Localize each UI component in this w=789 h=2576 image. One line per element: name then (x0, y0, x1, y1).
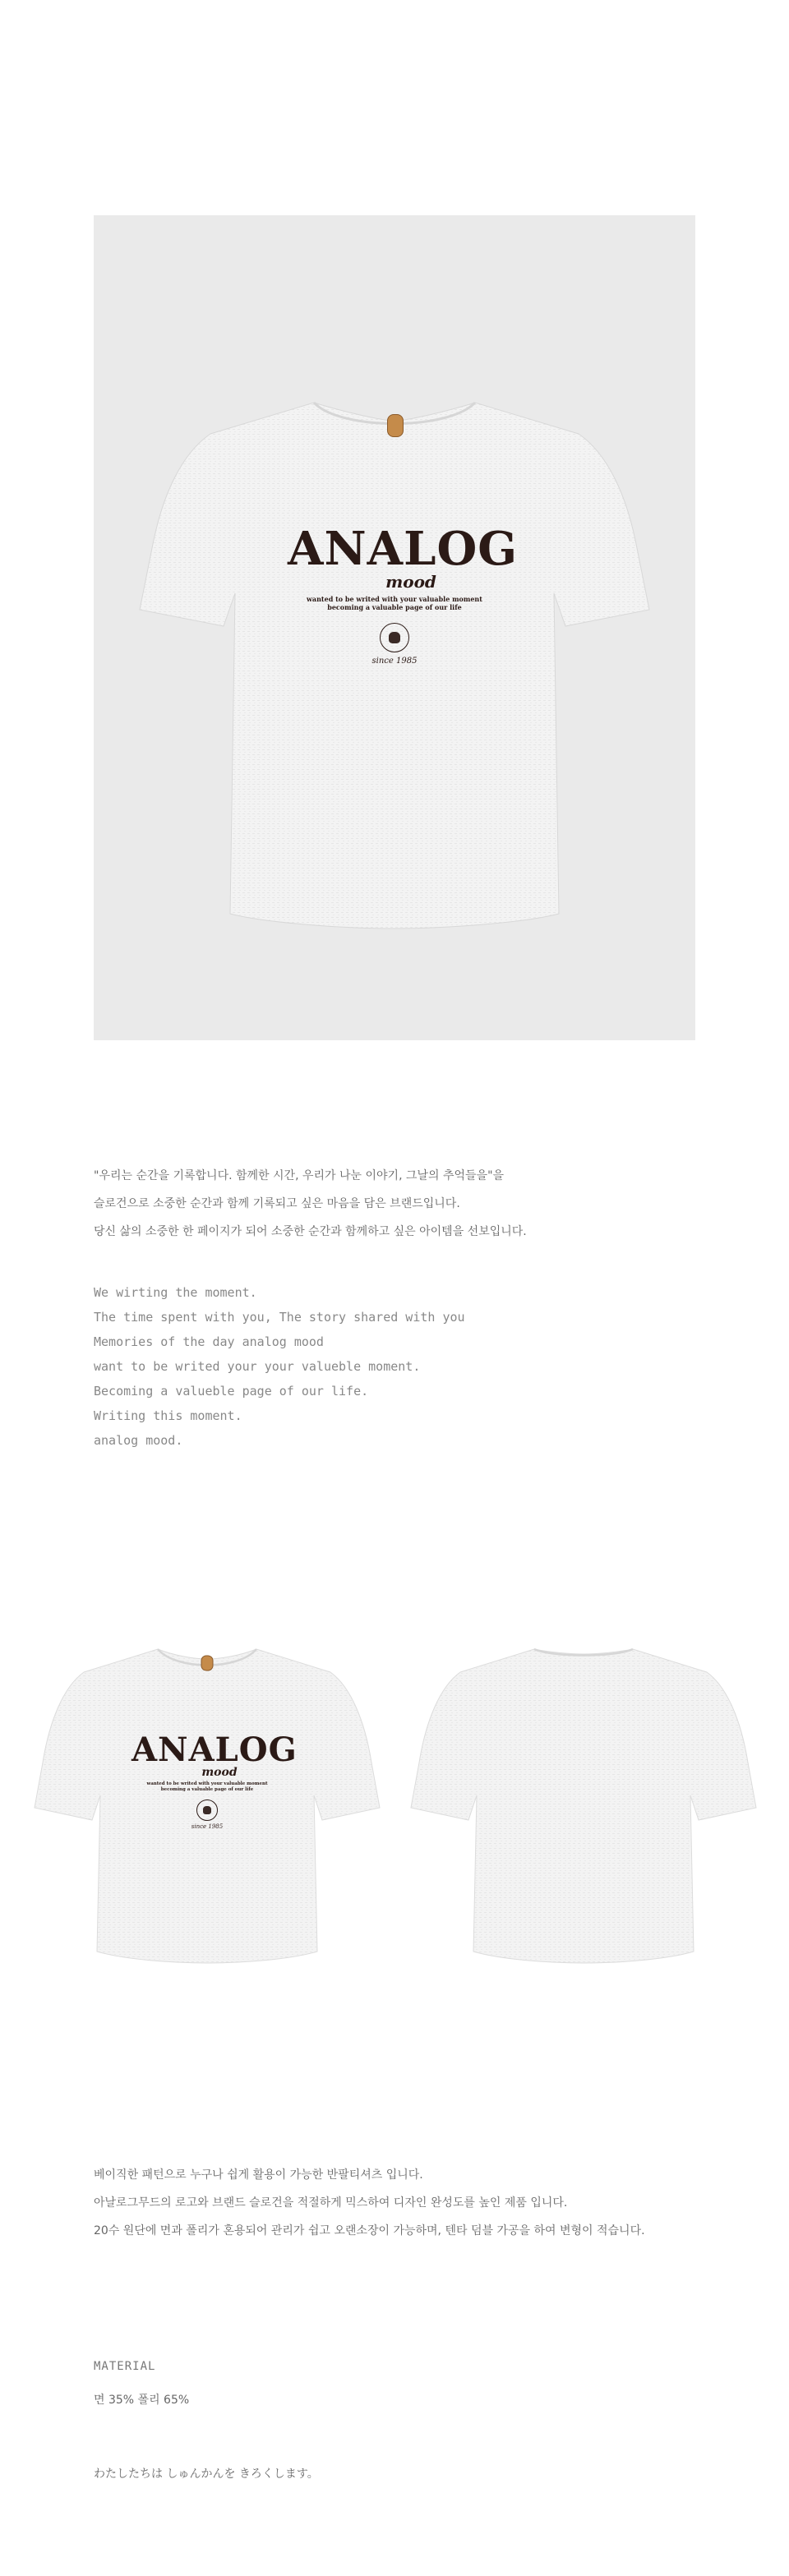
material-title: MATERIAL (94, 2360, 156, 2373)
intro-en-line: We wirting the moment. (94, 1285, 257, 1300)
front-print-mood: mood (201, 1766, 238, 1779)
footer-note: わたしたちは しゅんかんを きろくします。 (94, 2468, 319, 2481)
shirt-print (288, 522, 519, 666)
intro-ko (94, 1167, 718, 1241)
print-tagline-1: wanted to be writed with your valuable moment (307, 595, 482, 603)
material-section (94, 2360, 422, 2417)
front-print-brand: ANALOG (132, 1730, 298, 1769)
front-print-since: since 1985 (191, 1823, 224, 1830)
print-mood: mood (385, 572, 436, 592)
intro-ko-line: 슬로건으로 소중한 순간과 함께 기록되고 싶은 마음을 담은 브랜드입니다. (94, 1197, 460, 1210)
print-emblem-icon (380, 623, 409, 652)
footer-note-block (94, 2465, 587, 2485)
intro-ko-line: "우리는 순간을 기록합니다. 함께한 시간, 우리가 나눈 이야기, 그날의 추억들을"을 (94, 1169, 505, 1182)
intro-ko-line: 당신 삶의 소중한 한 페이지가 되어 소중한 순간과 함께하고 싶은 아이템을 선보입니다. (94, 1225, 527, 1238)
front-print-emblem-icon (196, 1800, 218, 1821)
intro-en-line: analog mood. (94, 1433, 183, 1448)
intro-en-line: Writing this moment. (94, 1408, 242, 1423)
neck-label (387, 414, 404, 437)
front-print-tagline-1: wanted to be writed with your valuable moment (146, 1781, 268, 1786)
intro-en-line: Becoming a valueble page of our life. (94, 1384, 369, 1399)
hero-image (94, 215, 695, 1040)
detail-ko-line: 베이직한 패턴으로 누구나 쉽게 활용이 가능한 반팔티셔츠 입니다. (94, 2168, 423, 2182)
intro-en (94, 1285, 718, 1458)
intro-en-line: Memories of the day analog mood (94, 1334, 324, 1349)
front-print-tagline-2: becoming a valuable page of our life (160, 1786, 254, 1792)
detail-ko-line: 아날로그무드의 로고와 브랜드 슬로건을 적절하게 믹스하여 디자인 완성도를 높인 제품 입니다. (94, 2196, 568, 2210)
tshirt-back-image (394, 1639, 773, 1984)
intro-en-line: want to be writed your your valueble moment. (94, 1359, 421, 1374)
print-brand: ANALOG (288, 522, 519, 576)
detail-ko-line: 20수 원단에 면과 폴리가 혼용되어 관리가 쉽고 오랜소장이 가능하며, 텐타 덤블 가공을 하여 변형이 적습니다. (94, 2224, 645, 2237)
intro-en-line: The time spent with you, The story shared with you (94, 1310, 465, 1325)
print-tagline-2: becoming a valuable page of our life (327, 603, 462, 611)
print-since: since 1985 (371, 657, 418, 666)
front-image-print (132, 1730, 298, 1830)
material-value: 면 35% 폴리 65% (94, 2394, 190, 2407)
detail-ko (94, 2166, 751, 2240)
